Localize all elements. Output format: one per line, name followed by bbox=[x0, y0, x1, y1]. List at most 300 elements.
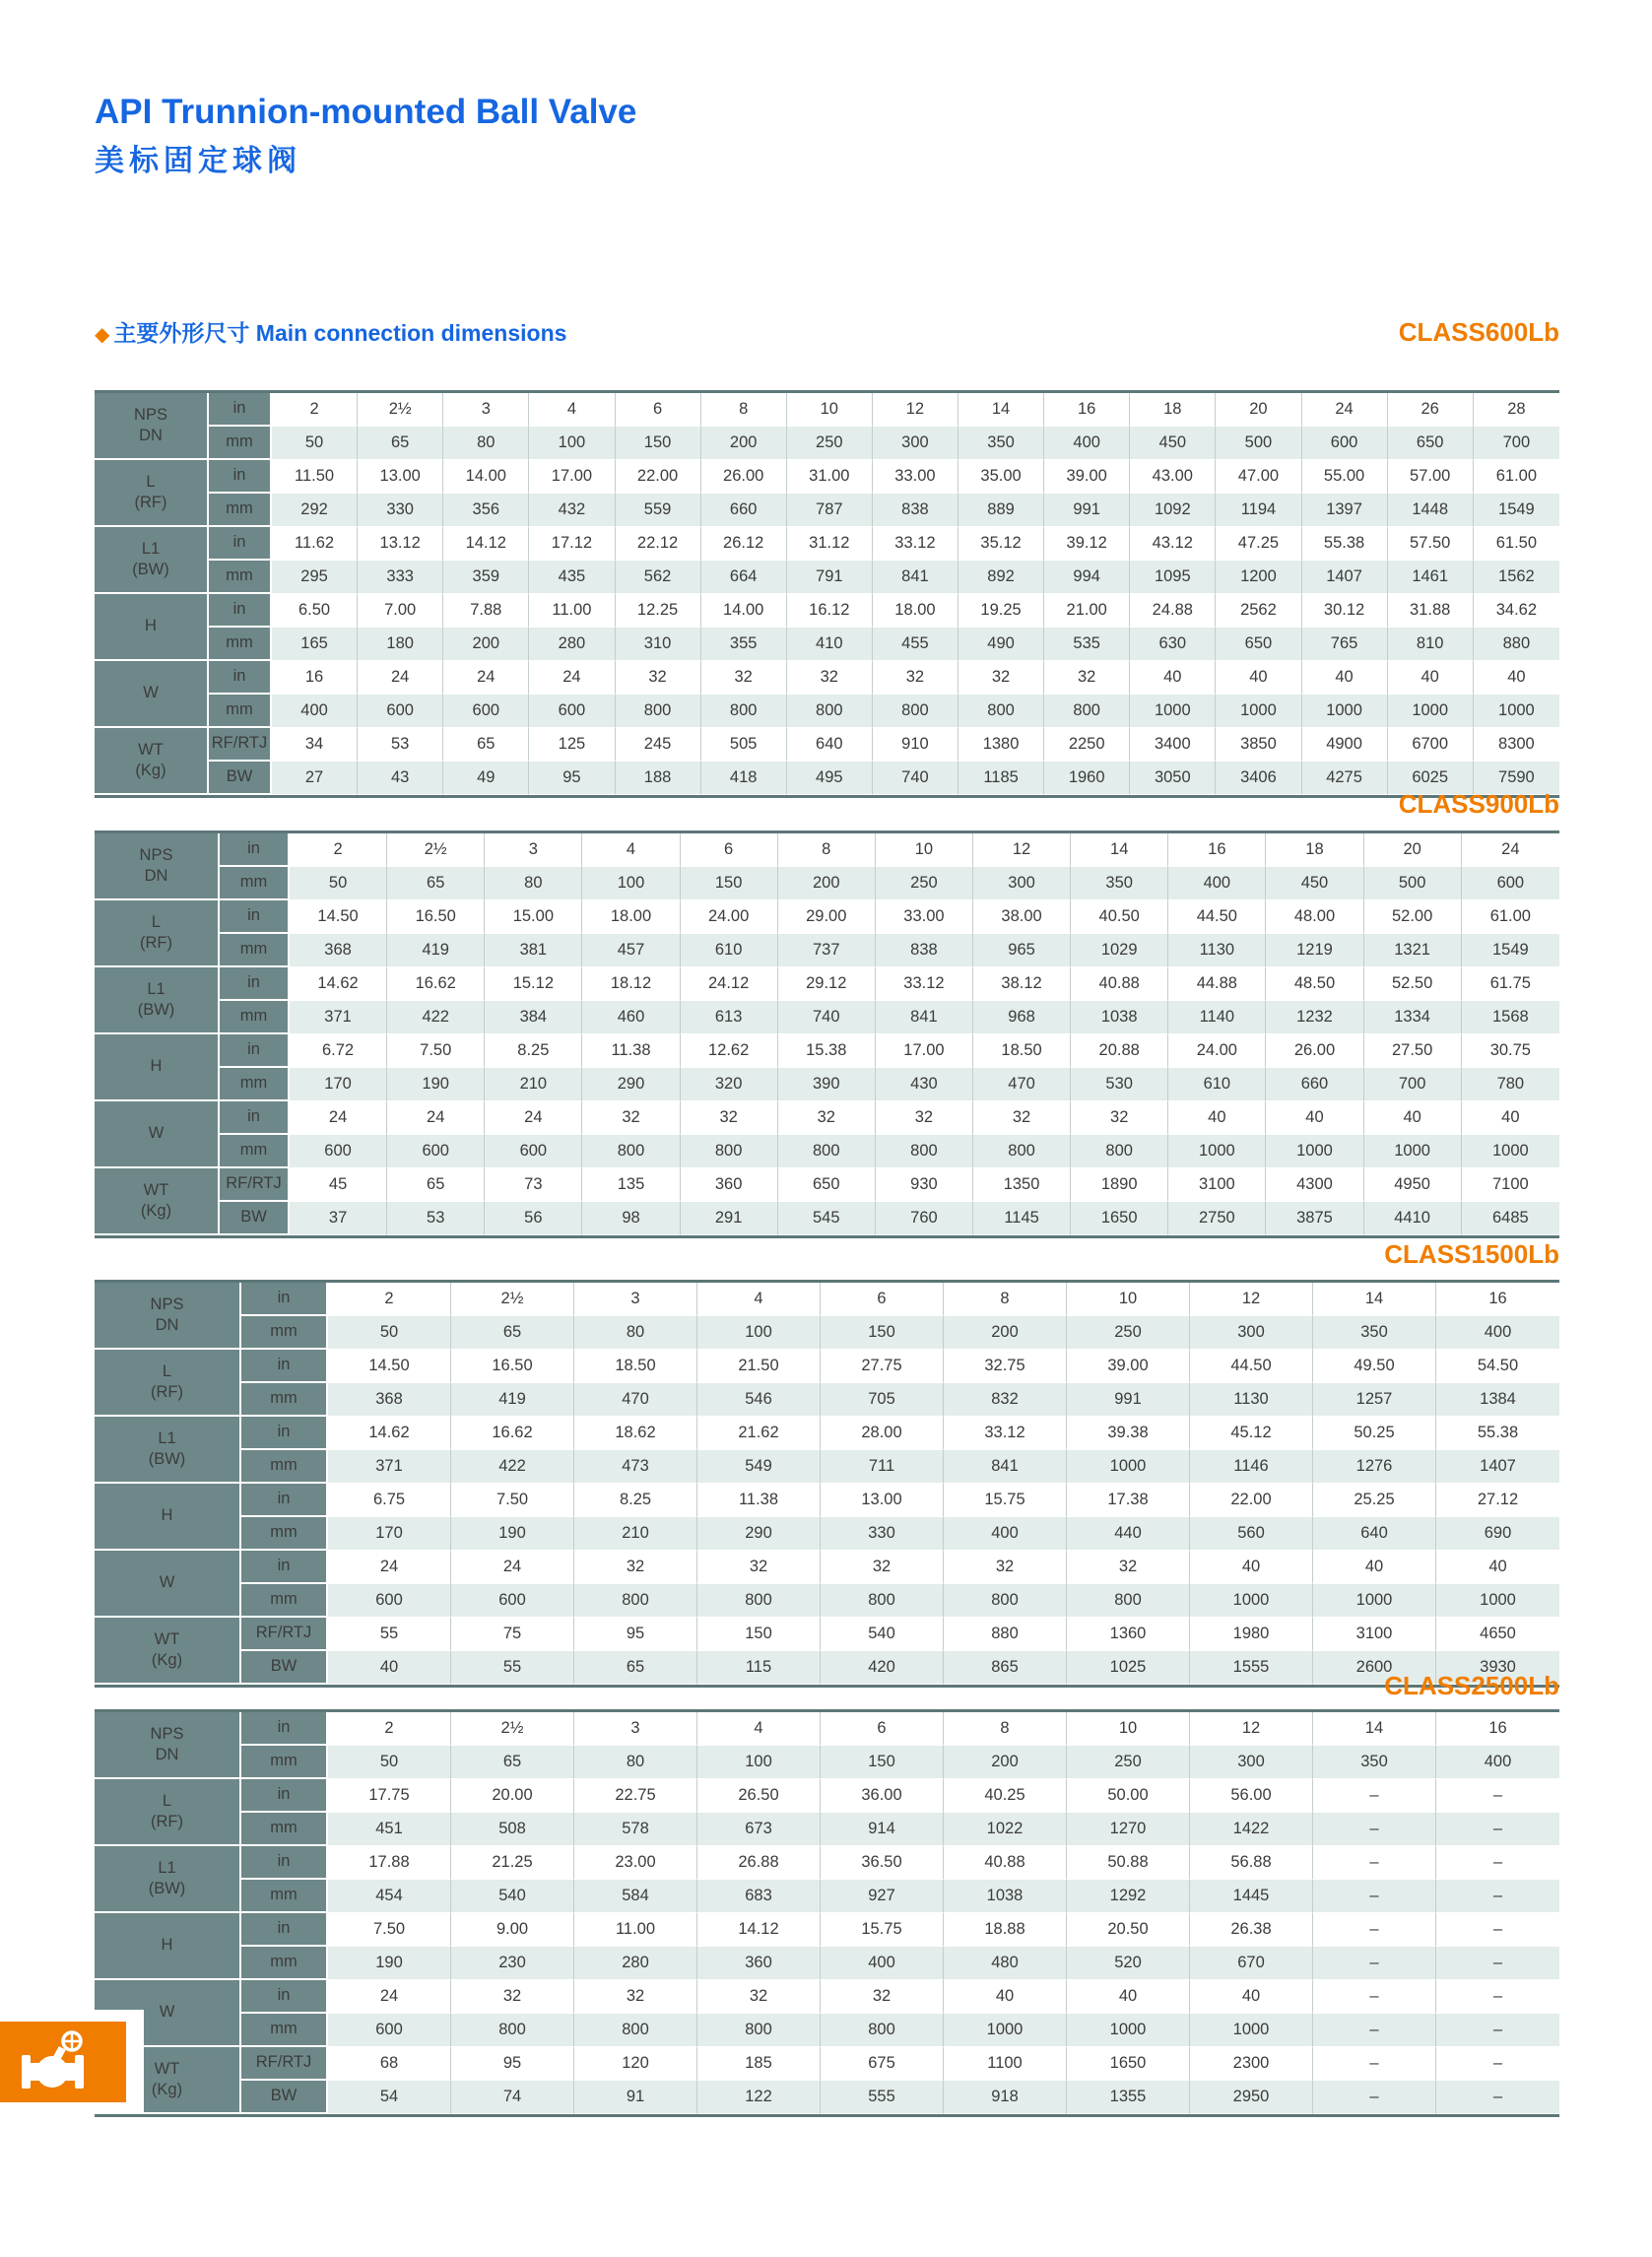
value-cell: 500 bbox=[1216, 427, 1301, 460]
value-cell: 495 bbox=[787, 762, 873, 795]
value-cell: 13.00 bbox=[358, 460, 443, 494]
value-cell: 800 bbox=[873, 695, 958, 728]
value-cell: 120 bbox=[574, 2047, 697, 2081]
value-cell: 40.25 bbox=[944, 1779, 1067, 1813]
value-cell: 40 bbox=[1302, 661, 1388, 695]
value-cell: 80 bbox=[574, 1746, 697, 1779]
value-cell: 760 bbox=[876, 1202, 973, 1235]
value-cell: 55.00 bbox=[1302, 460, 1388, 494]
value-cell: 1200 bbox=[1216, 561, 1301, 594]
value-cell: 95 bbox=[451, 2047, 574, 2081]
value-cell: 24 bbox=[358, 661, 443, 695]
value-cell: 7.50 bbox=[451, 1484, 574, 1517]
value-cell: 12.25 bbox=[616, 594, 701, 628]
row-group-label: WT (Kg) bbox=[95, 728, 209, 795]
value-cell: – bbox=[1436, 1846, 1559, 1880]
value-cell: 700 bbox=[1474, 427, 1559, 460]
value-cell: 350 bbox=[1071, 867, 1168, 900]
value-cell: 600 bbox=[1462, 867, 1559, 900]
value-cell: 37 bbox=[290, 1202, 387, 1235]
value-cell: 14 bbox=[1313, 1712, 1436, 1746]
value-cell: 16.62 bbox=[387, 967, 485, 1001]
value-cell: 52.50 bbox=[1364, 967, 1462, 1001]
value-cell: 49.50 bbox=[1313, 1350, 1436, 1383]
value-cell: 65 bbox=[358, 427, 443, 460]
unit-label: mm bbox=[209, 628, 272, 661]
value-cell: 280 bbox=[529, 628, 615, 661]
value-cell: 422 bbox=[451, 1450, 574, 1484]
value-cell: 810 bbox=[1388, 628, 1474, 661]
value-cell: 292 bbox=[272, 494, 358, 527]
page-title: API Trunnion-mounted Ball Valve bbox=[95, 93, 637, 131]
value-cell: 800 bbox=[582, 1135, 680, 1168]
unit-label: BW bbox=[241, 1651, 328, 1685]
value-cell: 4 bbox=[582, 833, 680, 867]
value-cell: 55 bbox=[451, 1651, 574, 1685]
value-cell: 43.12 bbox=[1130, 527, 1216, 561]
brand-logo bbox=[0, 2010, 144, 2112]
value-cell: 1146 bbox=[1190, 1450, 1313, 1484]
value-cell: – bbox=[1313, 1813, 1436, 1846]
value-cell: 24 bbox=[290, 1101, 387, 1135]
value-cell: 1292 bbox=[1067, 1880, 1190, 1913]
value-cell: 800 bbox=[821, 1584, 944, 1618]
value-cell: 40 bbox=[1168, 1101, 1266, 1135]
value-cell: 549 bbox=[697, 1450, 821, 1484]
value-cell: 880 bbox=[944, 1618, 1067, 1651]
value-cell: 14.62 bbox=[290, 967, 387, 1001]
value-cell: 480 bbox=[944, 1947, 1067, 1980]
value-cell: 32 bbox=[1071, 1101, 1168, 1135]
value-cell: 1000 bbox=[1130, 695, 1216, 728]
value-cell: 650 bbox=[1216, 628, 1301, 661]
value-cell: 40 bbox=[944, 1980, 1067, 2014]
value-cell: 675 bbox=[821, 2047, 944, 2081]
value-cell: 18.50 bbox=[973, 1034, 1071, 1068]
value-cell: 74 bbox=[451, 2081, 574, 2114]
value-cell: 1038 bbox=[1071, 1001, 1168, 1034]
value-cell: 410 bbox=[787, 628, 873, 661]
value-cell: 30.75 bbox=[1462, 1034, 1559, 1068]
value-cell: 45 bbox=[290, 1168, 387, 1202]
class-1500-row bbox=[95, 1241, 1559, 1268]
value-cell: 4275 bbox=[1302, 762, 1388, 795]
value-cell: 32 bbox=[701, 661, 787, 695]
value-cell: 787 bbox=[787, 494, 873, 527]
value-cell: 33.12 bbox=[944, 1417, 1067, 1450]
value-cell: 290 bbox=[582, 1068, 680, 1101]
unit-label: mm bbox=[241, 1813, 328, 1846]
value-cell: 50 bbox=[328, 1316, 451, 1350]
value-cell: 20.88 bbox=[1071, 1034, 1168, 1068]
unit-label: RF/RTJ bbox=[220, 1168, 290, 1202]
value-cell: 1650 bbox=[1071, 1202, 1168, 1235]
value-cell: 31.88 bbox=[1388, 594, 1474, 628]
value-cell: 1000 bbox=[1067, 1450, 1190, 1484]
row-group-label: NPS DN bbox=[95, 393, 209, 460]
value-cell: 546 bbox=[697, 1383, 821, 1417]
value-cell: 27 bbox=[272, 762, 358, 795]
value-cell: 170 bbox=[328, 1517, 451, 1551]
value-cell: 14.62 bbox=[328, 1417, 451, 1450]
value-cell: 562 bbox=[616, 561, 701, 594]
value-cell: 65 bbox=[451, 1316, 574, 1350]
value-cell: 1321 bbox=[1364, 934, 1462, 967]
value-cell: 12 bbox=[1190, 1283, 1313, 1316]
unit-label: mm bbox=[209, 695, 272, 728]
unit-label: in bbox=[220, 967, 290, 1001]
value-cell: 14.12 bbox=[443, 527, 529, 561]
value-cell: 18 bbox=[1130, 393, 1216, 427]
value-cell: 125 bbox=[529, 728, 615, 762]
value-cell: 32 bbox=[1044, 661, 1130, 695]
value-cell: 200 bbox=[443, 628, 529, 661]
value-cell: 8300 bbox=[1474, 728, 1559, 762]
value-cell: 32 bbox=[778, 1101, 876, 1135]
value-cell: 18.88 bbox=[944, 1913, 1067, 1947]
value-cell: 800 bbox=[958, 695, 1044, 728]
row-group-label: NPS DN bbox=[95, 1283, 241, 1350]
value-cell: 295 bbox=[272, 561, 358, 594]
value-cell: 24 bbox=[1302, 393, 1388, 427]
value-cell: 27.75 bbox=[821, 1350, 944, 1383]
class-600-label: CLASS600Lb bbox=[1398, 317, 1559, 347]
value-cell: 210 bbox=[485, 1068, 582, 1101]
value-cell: 535 bbox=[1044, 628, 1130, 661]
value-cell: 600 bbox=[387, 1135, 485, 1168]
value-cell: 560 bbox=[1190, 1517, 1313, 1551]
dimensions-table bbox=[95, 830, 1559, 1238]
row-group-label: WT (Kg) bbox=[95, 1618, 241, 1685]
value-cell: 56.88 bbox=[1190, 1846, 1313, 1880]
value-cell: 16.50 bbox=[387, 900, 485, 934]
value-cell: 16 bbox=[272, 661, 358, 695]
value-cell: 4950 bbox=[1364, 1168, 1462, 1202]
value-cell: 1568 bbox=[1462, 1001, 1559, 1034]
unit-label: in bbox=[241, 1551, 328, 1584]
value-cell: 838 bbox=[873, 494, 958, 527]
value-cell: 865 bbox=[944, 1651, 1067, 1685]
value-cell: 3930 bbox=[1436, 1651, 1559, 1685]
value-cell: 115 bbox=[697, 1651, 821, 1685]
value-cell: 65 bbox=[387, 1168, 485, 1202]
value-cell: 50.00 bbox=[1067, 1779, 1190, 1813]
row-group-label: L1 (BW) bbox=[95, 527, 209, 594]
value-cell: 600 bbox=[443, 695, 529, 728]
value-cell: 737 bbox=[778, 934, 876, 967]
value-cell: 610 bbox=[681, 934, 778, 967]
value-cell: 54 bbox=[328, 2081, 451, 2114]
value-cell: 73 bbox=[485, 1168, 582, 1202]
value-cell: 1000 bbox=[1313, 1584, 1436, 1618]
value-cell: 700 bbox=[1364, 1068, 1462, 1101]
value-cell: 14.00 bbox=[701, 594, 787, 628]
value-cell: 1384 bbox=[1436, 1383, 1559, 1417]
value-cell: 32 bbox=[944, 1551, 1067, 1584]
unit-label: mm bbox=[220, 1135, 290, 1168]
value-cell: 15.75 bbox=[821, 1913, 944, 1947]
value-cell: 1000 bbox=[1216, 695, 1301, 728]
table-class1500 bbox=[95, 1280, 1559, 1688]
value-cell: 80 bbox=[485, 867, 582, 900]
value-cell: 17.00 bbox=[529, 460, 615, 494]
value-cell: 100 bbox=[582, 867, 680, 900]
value-cell: 43.00 bbox=[1130, 460, 1216, 494]
value-cell: 1397 bbox=[1302, 494, 1388, 527]
value-cell: 368 bbox=[328, 1383, 451, 1417]
value-cell: 991 bbox=[1067, 1383, 1190, 1417]
value-cell: 450 bbox=[1266, 867, 1363, 900]
value-cell: 683 bbox=[697, 1880, 821, 1913]
value-cell: 16.50 bbox=[451, 1350, 574, 1383]
value-cell: 32 bbox=[582, 1101, 680, 1135]
value-cell: 3406 bbox=[1216, 762, 1301, 795]
value-cell: 100 bbox=[697, 1746, 821, 1779]
value-cell: 584 bbox=[574, 1880, 697, 1913]
value-cell: 13.00 bbox=[821, 1484, 944, 1517]
value-cell: 24.12 bbox=[681, 967, 778, 1001]
value-cell: 29.12 bbox=[778, 967, 876, 1001]
unit-label: in bbox=[209, 527, 272, 561]
value-cell: 65 bbox=[574, 1651, 697, 1685]
value-cell: 330 bbox=[358, 494, 443, 527]
value-cell: 371 bbox=[290, 1001, 387, 1034]
value-cell: 705 bbox=[821, 1383, 944, 1417]
value-cell: 505 bbox=[701, 728, 787, 762]
value-cell: 360 bbox=[697, 1947, 821, 1980]
value-cell: 6485 bbox=[1462, 1202, 1559, 1235]
value-cell: – bbox=[1436, 1813, 1559, 1846]
value-cell: 19.25 bbox=[958, 594, 1044, 628]
value-cell: 22.00 bbox=[1190, 1484, 1313, 1517]
value-cell: 1650 bbox=[1067, 2047, 1190, 2081]
value-cell: 2950 bbox=[1190, 2081, 1313, 2114]
table-class900 bbox=[95, 830, 1559, 1238]
unit-label: in bbox=[220, 833, 290, 867]
value-cell: 650 bbox=[1388, 427, 1474, 460]
value-cell: 368 bbox=[290, 934, 387, 967]
value-cell: 7100 bbox=[1462, 1168, 1559, 1202]
value-cell: 18.62 bbox=[574, 1417, 697, 1450]
value-cell: 6025 bbox=[1388, 762, 1474, 795]
section-title-text: 主要外形尺寸 Main connection dimensions bbox=[113, 320, 567, 346]
value-cell: 880 bbox=[1474, 628, 1559, 661]
value-cell: 40.50 bbox=[1071, 900, 1168, 934]
value-cell: 918 bbox=[944, 2081, 1067, 2114]
page-title-chinese: 美标固定球阀 bbox=[95, 145, 301, 177]
value-cell: 2562 bbox=[1216, 594, 1301, 628]
value-cell: 508 bbox=[451, 1813, 574, 1846]
value-cell: 44.50 bbox=[1190, 1350, 1313, 1383]
value-cell: 39.38 bbox=[1067, 1417, 1190, 1450]
value-cell: 10 bbox=[1067, 1712, 1190, 1746]
value-cell: 40 bbox=[1474, 661, 1559, 695]
value-cell: 300 bbox=[1190, 1746, 1313, 1779]
unit-label: mm bbox=[241, 1383, 328, 1417]
value-cell: 300 bbox=[1190, 1316, 1313, 1350]
value-cell: 32 bbox=[787, 661, 873, 695]
value-cell: 4 bbox=[529, 393, 615, 427]
value-cell: 40 bbox=[1216, 661, 1301, 695]
value-cell: 32 bbox=[873, 661, 958, 695]
unit-label: in bbox=[241, 1283, 328, 1316]
class-2500-label: CLASS2500Lb bbox=[1384, 1671, 1559, 1700]
value-cell: 630 bbox=[1130, 628, 1216, 661]
value-cell: 1257 bbox=[1313, 1383, 1436, 1417]
value-cell: 28.00 bbox=[821, 1417, 944, 1450]
value-cell: 660 bbox=[1266, 1068, 1363, 1101]
value-cell: 40 bbox=[1388, 661, 1474, 695]
value-cell: 2 bbox=[328, 1712, 451, 1746]
value-cell: 55.38 bbox=[1436, 1417, 1559, 1450]
value-cell: 24 bbox=[451, 1551, 574, 1584]
value-cell: 35.12 bbox=[958, 527, 1044, 561]
unit-label: in bbox=[209, 661, 272, 695]
value-cell: 14.50 bbox=[328, 1350, 451, 1383]
value-cell: 27.12 bbox=[1436, 1484, 1559, 1517]
value-cell: 578 bbox=[574, 1813, 697, 1846]
value-cell: 24 bbox=[485, 1101, 582, 1135]
value-cell: 52.00 bbox=[1364, 900, 1462, 934]
value-cell: 61.00 bbox=[1474, 460, 1559, 494]
value-cell: 800 bbox=[973, 1135, 1071, 1168]
value-cell: 3 bbox=[574, 1283, 697, 1316]
value-cell: 455 bbox=[873, 628, 958, 661]
value-cell: 800 bbox=[574, 2014, 697, 2047]
value-cell: 14.12 bbox=[697, 1913, 821, 1947]
value-cell: 841 bbox=[873, 561, 958, 594]
value-cell: 765 bbox=[1302, 628, 1388, 661]
value-cell: 4410 bbox=[1364, 1202, 1462, 1235]
value-cell: 25.25 bbox=[1313, 1484, 1436, 1517]
value-cell: 994 bbox=[1044, 561, 1130, 594]
value-cell: 1130 bbox=[1168, 934, 1266, 967]
value-cell: 670 bbox=[1190, 1947, 1313, 1980]
value-cell: 250 bbox=[1067, 1316, 1190, 1350]
unit-label: in bbox=[241, 1350, 328, 1383]
value-cell: 1000 bbox=[1462, 1135, 1559, 1168]
value-cell: 791 bbox=[787, 561, 873, 594]
value-cell: 1555 bbox=[1190, 1651, 1313, 1685]
value-cell: – bbox=[1313, 2014, 1436, 2047]
value-cell: 540 bbox=[451, 1880, 574, 1913]
value-cell: 473 bbox=[574, 1450, 697, 1484]
value-cell: – bbox=[1436, 1980, 1559, 2014]
unit-label: in bbox=[241, 1779, 328, 1813]
value-cell: 20.00 bbox=[451, 1779, 574, 1813]
value-cell: 1095 bbox=[1130, 561, 1216, 594]
value-cell: 460 bbox=[582, 1001, 680, 1034]
value-cell: – bbox=[1436, 1880, 1559, 1913]
value-cell: 2½ bbox=[358, 393, 443, 427]
unit-label: mm bbox=[220, 934, 290, 967]
value-cell: 36.50 bbox=[821, 1846, 944, 1880]
value-cell: 1562 bbox=[1474, 561, 1559, 594]
value-cell: 1890 bbox=[1071, 1168, 1168, 1202]
value-cell: 841 bbox=[876, 1001, 973, 1034]
value-cell: 200 bbox=[944, 1746, 1067, 1779]
dimensions-table bbox=[95, 390, 1559, 798]
value-cell: 8 bbox=[944, 1283, 1067, 1316]
value-cell: 2½ bbox=[451, 1712, 574, 1746]
value-cell: 24 bbox=[328, 1551, 451, 1584]
value-cell: 3 bbox=[443, 393, 529, 427]
value-cell: 371 bbox=[328, 1450, 451, 1484]
value-cell: 2 bbox=[328, 1283, 451, 1316]
value-cell: 11.00 bbox=[529, 594, 615, 628]
value-cell: 35.00 bbox=[958, 460, 1044, 494]
value-cell: 6700 bbox=[1388, 728, 1474, 762]
value-cell: 61.00 bbox=[1462, 900, 1559, 934]
value-cell: 190 bbox=[387, 1068, 485, 1101]
unit-label: mm bbox=[209, 427, 272, 460]
value-cell: 530 bbox=[1071, 1068, 1168, 1101]
value-cell: 21.62 bbox=[697, 1417, 821, 1450]
value-cell: 540 bbox=[821, 1618, 944, 1651]
value-cell: 1549 bbox=[1474, 494, 1559, 527]
table-class2500 bbox=[95, 1709, 1559, 2117]
value-cell: 800 bbox=[1067, 1584, 1190, 1618]
value-cell: 419 bbox=[451, 1383, 574, 1417]
value-cell: 75 bbox=[451, 1618, 574, 1651]
value-cell: 6 bbox=[616, 393, 701, 427]
value-cell: 29.00 bbox=[778, 900, 876, 934]
value-cell: – bbox=[1436, 2047, 1559, 2081]
unit-label: in bbox=[220, 900, 290, 934]
value-cell: 2300 bbox=[1190, 2047, 1313, 2081]
value-cell: 800 bbox=[944, 1584, 1067, 1618]
value-cell: 1407 bbox=[1436, 1450, 1559, 1484]
value-cell: 390 bbox=[778, 1068, 876, 1101]
value-cell: 545 bbox=[778, 1202, 876, 1235]
value-cell: 32.75 bbox=[944, 1350, 1067, 1383]
value-cell: 32 bbox=[574, 1980, 697, 2014]
value-cell: 4 bbox=[697, 1283, 821, 1316]
value-cell: 1025 bbox=[1067, 1651, 1190, 1685]
value-cell: 1276 bbox=[1313, 1450, 1436, 1484]
value-cell: 14.50 bbox=[290, 900, 387, 934]
value-cell: 27.50 bbox=[1364, 1034, 1462, 1068]
value-cell: 2250 bbox=[1044, 728, 1130, 762]
class-2500-row bbox=[95, 1673, 1559, 1699]
value-cell: 32 bbox=[1067, 1551, 1190, 1584]
value-cell: 8.25 bbox=[574, 1484, 697, 1517]
value-cell: 50.25 bbox=[1313, 1417, 1436, 1450]
value-cell: 400 bbox=[272, 695, 358, 728]
value-cell: 400 bbox=[1044, 427, 1130, 460]
value-cell: 38.00 bbox=[973, 900, 1071, 934]
value-cell: 8.25 bbox=[485, 1034, 582, 1068]
value-cell: 800 bbox=[778, 1135, 876, 1168]
value-cell: 1000 bbox=[1302, 695, 1388, 728]
value-cell: 53 bbox=[358, 728, 443, 762]
value-cell: 12.62 bbox=[681, 1034, 778, 1068]
value-cell: 7.88 bbox=[443, 594, 529, 628]
value-cell: 190 bbox=[328, 1947, 451, 1980]
value-cell: 2600 bbox=[1313, 1651, 1436, 1685]
value-cell: – bbox=[1436, 2081, 1559, 2114]
value-cell: 18.00 bbox=[582, 900, 680, 934]
section-title bbox=[95, 315, 566, 348]
row-group-label: W bbox=[95, 1980, 241, 2047]
value-cell: 80 bbox=[574, 1316, 697, 1350]
value-cell: 18 bbox=[1266, 833, 1363, 867]
value-cell: 230 bbox=[451, 1947, 574, 1980]
value-cell: 6 bbox=[821, 1712, 944, 1746]
value-cell: 800 bbox=[681, 1135, 778, 1168]
value-cell: 22.00 bbox=[616, 460, 701, 494]
value-cell: 61.50 bbox=[1474, 527, 1559, 561]
